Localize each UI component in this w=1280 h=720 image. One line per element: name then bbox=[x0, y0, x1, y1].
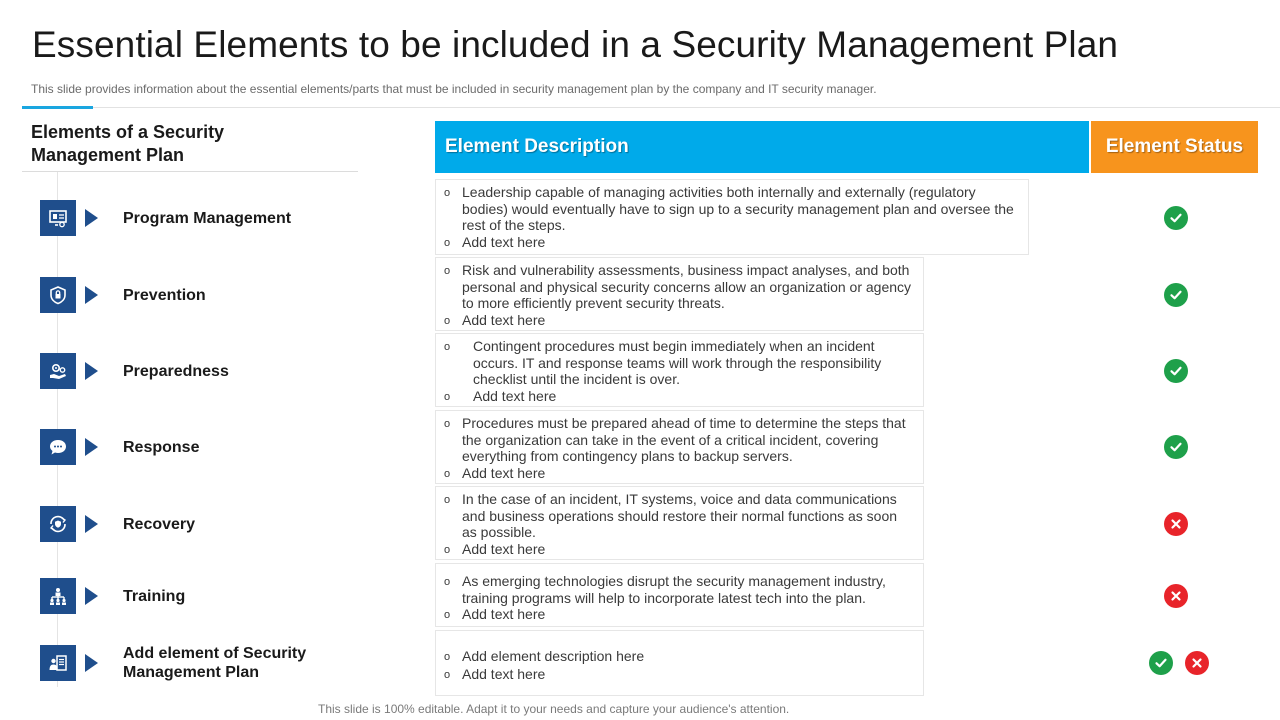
check-circle-icon bbox=[1149, 651, 1173, 675]
element-label: Program Management bbox=[123, 209, 292, 227]
team-hierarchy-icon bbox=[40, 578, 76, 614]
bullet-circle-icon: o bbox=[444, 494, 451, 506]
list-item: o Procedures must be prepared ahead of time to determine the steps that the organization can take in the event of a critical incident, covering everything from contingency plans to backup servers. bbox=[444, 415, 906, 465]
arrow-icon bbox=[85, 209, 98, 227]
status-training bbox=[1164, 584, 1188, 608]
bullet-circle-icon: o bbox=[444, 187, 451, 199]
arrow-icon bbox=[85, 438, 98, 456]
chat-bubble-icon bbox=[40, 429, 76, 465]
element-row-prevention bbox=[40, 277, 370, 313]
list-item: o Add text here bbox=[444, 311, 546, 328]
footer-note: This slide is 100% editable. Adapt it to your needs and capture your audience's attention. bbox=[318, 702, 790, 716]
page-subtitle: This slide provides information about the essential elements/parts that must be included in security management plan by the company and IT security manager. bbox=[31, 82, 877, 96]
arrow-icon bbox=[85, 286, 98, 304]
bullet-circle-icon: o bbox=[444, 265, 451, 277]
status-program-management bbox=[1164, 206, 1188, 230]
list-item: o Leadership capable of managing activities both internally and externally (regulatory bodies) would eventually have to sign up to a security management plan and oversee the rest of the steps. bbox=[444, 184, 1014, 234]
element-description-add-element bbox=[435, 630, 924, 696]
element-description-training bbox=[435, 563, 924, 627]
bullet-circle-icon: o bbox=[444, 576, 451, 588]
arrow-icon bbox=[85, 362, 98, 380]
arrow-icon bbox=[85, 654, 98, 672]
shield-icon bbox=[40, 277, 76, 313]
hand-gear-icon bbox=[40, 353, 76, 389]
list-item: o Add text here bbox=[444, 606, 546, 623]
element-description-program-management bbox=[435, 179, 1029, 255]
element-label: Preparedness bbox=[123, 362, 229, 380]
bullet-circle-icon: o bbox=[444, 418, 451, 430]
element-row-recovery bbox=[40, 506, 370, 542]
description-column-header: Element Description bbox=[435, 121, 1089, 173]
check-circle-icon bbox=[1164, 206, 1188, 230]
list-item: o In the case of an incident, IT systems, voice and data communications and business operations should restore their normal functions as soon as possible. bbox=[444, 491, 898, 541]
cross-circle-icon bbox=[1164, 584, 1188, 608]
check-circle-icon bbox=[1164, 283, 1188, 307]
cross-circle-icon bbox=[1185, 651, 1209, 675]
element-row-program-management bbox=[40, 200, 370, 236]
page-title: Essential Elements to be included in a Security Management Plan bbox=[32, 24, 1119, 65]
status-preparedness bbox=[1164, 359, 1188, 383]
bullet-circle-icon: o bbox=[444, 314, 451, 327]
element-label: Training bbox=[123, 587, 186, 605]
bullet-circle-icon: o bbox=[444, 668, 451, 681]
status-column-header: Element Status bbox=[1091, 121, 1258, 173]
list-item: o As emerging technologies disrupt the security management industry, training programs will help to incorporate latest tech into the plan. bbox=[444, 573, 886, 606]
list-item: o Risk and vulnerability assessments, business impact analyses, and both personal and physical security concerns allow an organization or agency to more efficiently prevent security threats. bbox=[444, 262, 912, 312]
bullet-circle-icon: o bbox=[444, 390, 451, 403]
list-item: o Add text here bbox=[444, 665, 546, 682]
list-item: o Add text here bbox=[444, 233, 546, 250]
element-label: Recovery bbox=[123, 515, 196, 533]
status-prevention bbox=[1164, 283, 1188, 307]
element-row-preparedness bbox=[40, 353, 370, 389]
title-accent-bar bbox=[22, 106, 93, 109]
dashboard-monitor-icon bbox=[40, 200, 76, 236]
element-label: Prevention bbox=[123, 286, 206, 304]
arrow-icon bbox=[85, 587, 98, 605]
bullet-circle-icon: o bbox=[444, 609, 451, 622]
status-recovery bbox=[1164, 512, 1188, 536]
status-response bbox=[1164, 435, 1188, 459]
bullet-circle-icon: o bbox=[444, 651, 451, 663]
check-circle-icon bbox=[1164, 359, 1188, 383]
cross-circle-icon bbox=[1164, 512, 1188, 536]
element-description-preparedness bbox=[435, 333, 924, 407]
element-description-recovery bbox=[435, 486, 924, 560]
list-item: o Add text here bbox=[444, 464, 546, 481]
arrow-icon bbox=[85, 515, 98, 533]
list-item: o Add text here bbox=[444, 387, 557, 404]
bullet-circle-icon: o bbox=[444, 236, 451, 249]
element-description-prevention bbox=[435, 257, 924, 331]
title-divider bbox=[22, 107, 1280, 108]
element-description-response bbox=[435, 410, 924, 484]
element-row-add-element bbox=[40, 645, 370, 681]
status-add-element bbox=[1149, 651, 1209, 675]
user-document-icon bbox=[40, 645, 76, 681]
check-circle-icon bbox=[1164, 435, 1188, 459]
element-row-training bbox=[40, 578, 370, 614]
element-label: Add element of Security Management Plan bbox=[123, 645, 307, 681]
element-label: Response bbox=[123, 438, 200, 456]
elements-heading-divider bbox=[22, 171, 358, 172]
bullet-circle-icon: o bbox=[444, 543, 451, 556]
elements-heading: Elements of a Security Management Plan bbox=[31, 122, 225, 165]
list-item: o Add text here bbox=[444, 540, 546, 557]
bullet-circle-icon: o bbox=[444, 341, 451, 353]
list-item: o Contingent procedures must begin immediately when an incident occurs. IT and response teams will work through the responsibility checklist until the incident is over. bbox=[444, 338, 882, 388]
list-item: o Add element description here bbox=[444, 648, 645, 664]
element-row-response bbox=[40, 429, 370, 465]
recovery-shield-icon bbox=[40, 506, 76, 542]
bullet-circle-icon: o bbox=[444, 467, 451, 480]
